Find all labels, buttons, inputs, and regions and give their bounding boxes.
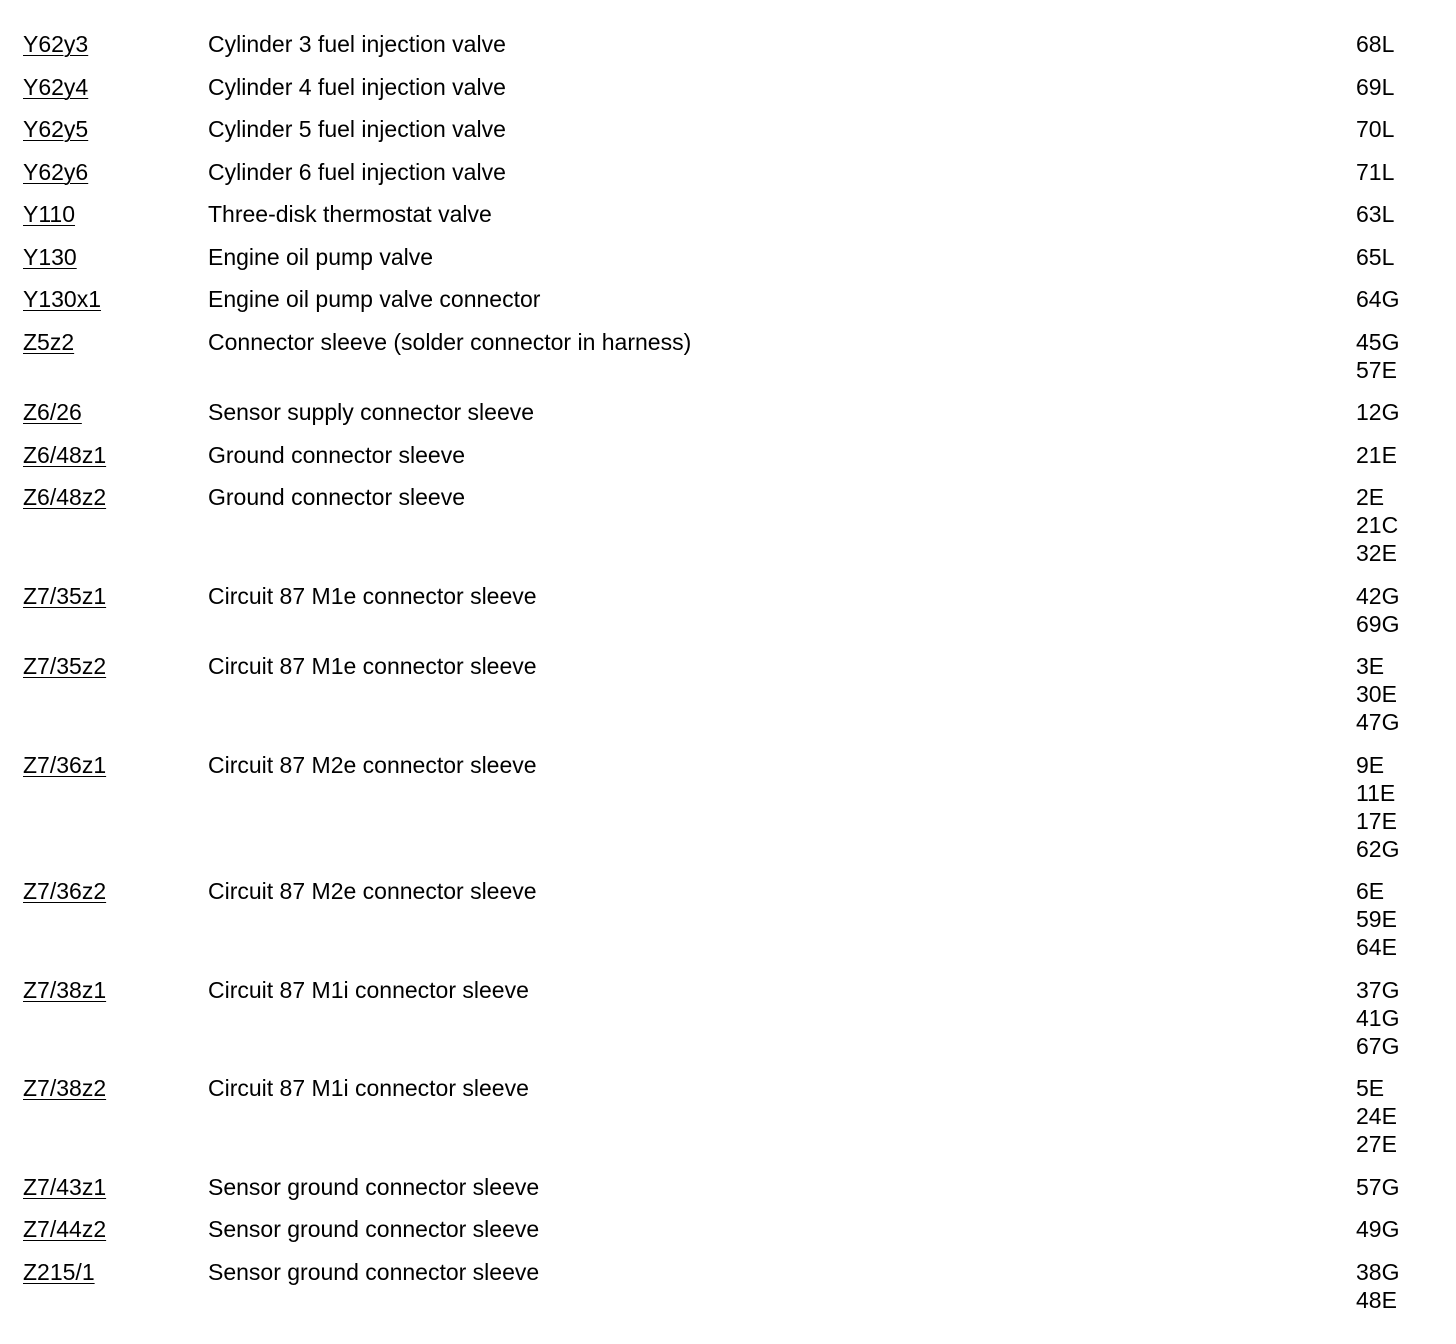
component-code-link[interactable]: Z7/43z1 <box>23 1173 107 1200</box>
component-description: Ground connector sleeve <box>208 441 465 468</box>
grid-location: 69G <box>1356 610 1400 637</box>
component-code-link[interactable]: Y130 <box>23 243 77 270</box>
component-code-link[interactable]: Z7/35z1 <box>23 582 107 609</box>
grid-location: 27E <box>1356 1131 1397 1157</box>
legend-row <box>23 582 1433 638</box>
grid-location-list <box>1356 243 1433 271</box>
component-code-link[interactable]: Y62y3 <box>23 31 89 57</box>
grid-location-list <box>1356 441 1433 469</box>
component-code-link[interactable]: Z6/48z1 <box>23 441 107 468</box>
grid-location-list <box>1356 200 1433 228</box>
grid-location: 70L <box>1356 116 1395 142</box>
grid-location: 64G <box>1356 286 1400 312</box>
grid-location: 42G <box>1356 582 1400 609</box>
legend-row <box>23 73 1433 101</box>
component-code-link[interactable]: Z7/38z1 <box>23 976 107 1003</box>
grid-location: 37G <box>1356 976 1400 1003</box>
grid-location: 3E <box>1356 653 1385 679</box>
grid-location: 47G <box>1356 709 1400 735</box>
grid-location: 69L <box>1356 73 1395 100</box>
grid-location: 63L <box>1356 201 1395 227</box>
component-description: Cylinder 3 fuel injection valve <box>208 31 506 57</box>
component-description: Sensor ground connector sleeve <box>208 1173 540 1200</box>
legend-row <box>23 1215 1433 1243</box>
grid-location-list <box>1356 1258 1433 1314</box>
grid-location-list <box>1356 1173 1433 1201</box>
component-code-link[interactable]: Y130x1 <box>23 286 102 312</box>
grid-location-list <box>1356 30 1433 58</box>
legend-row <box>23 441 1433 469</box>
grid-location-list <box>1356 285 1433 313</box>
component-code-link[interactable]: Z7/38z2 <box>23 1075 107 1101</box>
component-code-link[interactable]: Z6/48z2 <box>23 484 107 510</box>
grid-location: 41G <box>1356 1004 1400 1031</box>
grid-location-list <box>1356 976 1433 1060</box>
grid-location-list <box>1356 328 1433 384</box>
grid-location: 2E <box>1356 484 1385 510</box>
grid-location: 48E <box>1356 1286 1397 1313</box>
component-description: Circuit 87 M1i connector sleeve <box>208 976 529 1003</box>
legend-row <box>23 30 1433 58</box>
legend-row <box>23 158 1433 186</box>
legend-row <box>23 1258 1433 1314</box>
grid-location: 59E <box>1356 906 1397 932</box>
grid-location-list <box>1356 398 1433 426</box>
component-description: Sensor ground connector sleeve <box>208 1258 540 1285</box>
component-description: Circuit 87 M1e connector sleeve <box>208 582 537 609</box>
component-description: Circuit 87 M2e connector sleeve <box>208 878 537 904</box>
component-description: Sensor ground connector sleeve <box>208 1216 540 1242</box>
component-description: Connector sleeve (solder connector in harness) <box>208 328 692 355</box>
component-code-link[interactable]: Z6/26 <box>23 399 82 425</box>
grid-location: 30E <box>1356 681 1397 707</box>
component-description: Circuit 87 M1e connector sleeve <box>208 653 537 679</box>
legend-row <box>23 652 1433 736</box>
component-code-link[interactable]: Y62y5 <box>23 116 89 142</box>
grid-location: 49G <box>1356 1216 1400 1242</box>
component-code-link[interactable]: Y110 <box>23 201 76 227</box>
legend-row <box>23 1173 1433 1201</box>
legend-row <box>23 200 1433 228</box>
grid-location-list <box>1356 582 1433 638</box>
legend-row <box>23 877 1433 961</box>
grid-location: 38G <box>1356 1258 1400 1285</box>
grid-location-list <box>1356 73 1433 101</box>
grid-location: 71L <box>1356 158 1395 185</box>
component-code-link[interactable]: Z215/1 <box>23 1258 95 1285</box>
legend-row <box>23 285 1433 313</box>
component-description: Cylinder 6 fuel injection valve <box>208 158 506 185</box>
component-code-link[interactable]: Y62y6 <box>23 158 89 185</box>
grid-location-list <box>1356 751 1433 863</box>
grid-location-list <box>1356 1215 1433 1243</box>
grid-location-list <box>1356 158 1433 186</box>
grid-location: 32E <box>1356 540 1397 566</box>
component-description: Circuit 87 M1i connector sleeve <box>208 1075 529 1101</box>
legend-row <box>23 751 1433 863</box>
component-code-link[interactable]: Z7/44z2 <box>23 1216 107 1242</box>
legend-row <box>23 483 1433 567</box>
legend-row <box>23 976 1433 1060</box>
grid-location: 5E <box>1356 1075 1385 1101</box>
grid-location-list <box>1356 115 1433 143</box>
grid-location: 17E <box>1356 807 1397 834</box>
grid-location-list <box>1356 652 1433 736</box>
grid-location: 45G <box>1356 328 1400 355</box>
component-code-link[interactable]: Y62y4 <box>23 73 89 100</box>
component-code-link[interactable]: Z7/36z2 <box>23 878 107 904</box>
grid-location-list <box>1356 1074 1433 1158</box>
component-description: Circuit 87 M2e connector sleeve <box>208 751 537 778</box>
grid-location: 68L <box>1356 31 1395 57</box>
grid-location: 67G <box>1356 1032 1400 1059</box>
grid-location: 21E <box>1356 441 1397 468</box>
component-legend-list <box>23 30 1433 1328</box>
component-description: Cylinder 4 fuel injection valve <box>208 73 506 100</box>
grid-location: 65L <box>1356 243 1395 270</box>
legend-row <box>23 398 1433 426</box>
legend-row <box>23 328 1433 384</box>
grid-location: 11E <box>1356 779 1396 806</box>
grid-location: 24E <box>1356 1103 1397 1129</box>
component-description: Three-disk thermostat valve <box>208 201 492 227</box>
component-description: Ground connector sleeve <box>208 484 465 510</box>
component-description: Engine oil pump valve connector <box>208 286 541 312</box>
grid-location: 6E <box>1356 878 1385 904</box>
grid-location: 64E <box>1356 934 1397 960</box>
legend-row <box>23 1074 1433 1158</box>
component-code-link[interactable]: Z5z2 <box>23 328 75 355</box>
legend-row <box>23 243 1433 271</box>
component-code-link[interactable]: Z7/36z1 <box>23 751 107 778</box>
grid-location: 57E <box>1356 356 1397 383</box>
component-code-link[interactable]: Z7/35z2 <box>23 653 107 679</box>
grid-location: 57G <box>1356 1173 1400 1200</box>
grid-location: 12G <box>1356 399 1400 425</box>
component-description: Sensor supply connector sleeve <box>208 399 535 425</box>
grid-location-list <box>1356 877 1433 961</box>
grid-location: 9E <box>1356 751 1385 778</box>
grid-location-list <box>1356 483 1433 567</box>
component-description: Cylinder 5 fuel injection valve <box>208 116 506 142</box>
grid-location: 21C <box>1356 512 1399 538</box>
component-description: Engine oil pump valve <box>208 243 434 270</box>
legend-row <box>23 115 1433 143</box>
grid-location: 62G <box>1356 835 1400 862</box>
